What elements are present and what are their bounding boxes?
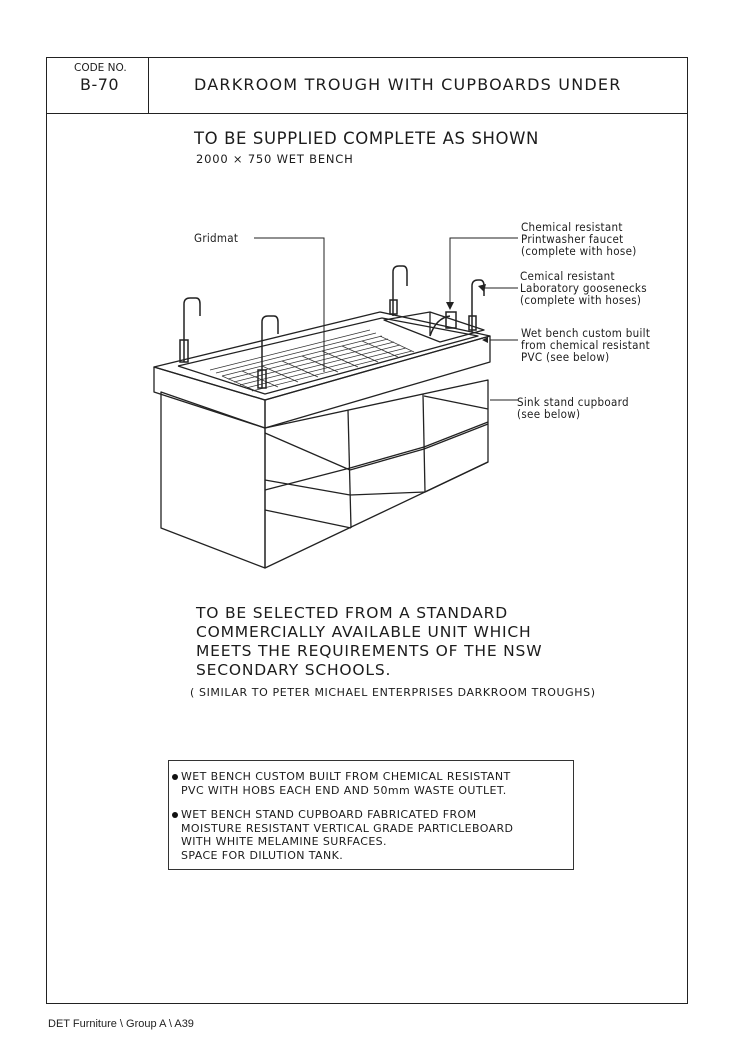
- note-2-line-4: SPACE FOR DILUTION TANK.: [181, 848, 344, 862]
- note-2-line-1: WET BENCH STAND CUPBOARD FABRICATED FROM: [181, 808, 477, 821]
- label-wet-bench-line2: from chemical resistant: [521, 338, 651, 352]
- selection-line-2: COMMERCIALLY AVAILABLE UNIT WHICH: [196, 623, 532, 641]
- gridmat: [210, 330, 414, 392]
- bullet-icon: [172, 812, 178, 818]
- label-cupboard: [517, 396, 629, 420]
- label-goosenecks-line3: (complete with hoses): [520, 293, 642, 307]
- label-goosenecks-line2: Laboratory goosenecks: [520, 281, 647, 295]
- label-wet-bench-line1: Wet bench custom built: [521, 326, 651, 340]
- note-1-line-2: PVC WITH HOBS EACH END AND 50mm WASTE OUTLET.: [181, 783, 507, 797]
- code-value: B-70: [80, 75, 120, 94]
- label-goosenecks: [520, 270, 647, 306]
- note-2-line-2: MOISTURE RESISTANT VERTICAL GRADE PARTICLEBOARD: [181, 821, 514, 835]
- bullet-icon: [172, 774, 178, 780]
- selection-line-3: MEETS THE REQUIREMENTS OF THE NSW: [196, 642, 543, 660]
- label-gridmat: Gridmat: [194, 231, 239, 245]
- label-faucet: [521, 221, 637, 257]
- notes-box: [168, 760, 574, 870]
- note-1-line-1: WET BENCH CUSTOM BUILT FROM CHEMICAL RESISTANT: [181, 770, 511, 783]
- note-item: [181, 770, 511, 797]
- label-faucet-line3: (complete with hose): [521, 244, 637, 258]
- similar-note: ( SIMILAR TO PETER MICHAEL ENTERPRISES DARKROOM TROUGHS): [190, 686, 596, 699]
- sheet-title: DARKROOM TROUGH WITH CUPBOARDS UNDER: [194, 75, 622, 94]
- label-faucet-line2: Printwasher faucet: [521, 232, 624, 246]
- selection-statement: [196, 604, 542, 680]
- bench-dimensions: 2000 × 750 WET BENCH: [196, 152, 354, 166]
- bench-top-side: [265, 336, 490, 428]
- label-cupboard-line1: Sink stand cupboard: [517, 395, 629, 409]
- label-cupboard-line2: (see below): [517, 407, 581, 421]
- label-faucet-line1: Chemical resistant: [521, 220, 623, 234]
- note-2-line-3: WITH WHITE MELAMINE SURFACES.: [181, 835, 387, 848]
- selection-line-1: TO BE SELECTED FROM A STANDARD: [196, 604, 508, 622]
- label-wet-bench: [521, 327, 650, 363]
- label-wet-bench-line3: PVC (see below): [521, 350, 610, 364]
- cupboard-side: [265, 380, 488, 568]
- selection-line-4: SECONDARY SCHOOLS.: [196, 661, 392, 679]
- supplied-heading: TO BE SUPPLIED COMPLETE AS SHOWN: [194, 129, 539, 148]
- footer-reference: DET Furniture \ Group A \ A39: [48, 1018, 194, 1030]
- label-goosenecks-line1: Cemical resistant: [520, 269, 615, 283]
- code-label: CODE NO.: [74, 62, 127, 74]
- bench-top-surface: [154, 312, 490, 400]
- cupboard-front-face: [161, 392, 265, 568]
- note-item: [181, 808, 513, 862]
